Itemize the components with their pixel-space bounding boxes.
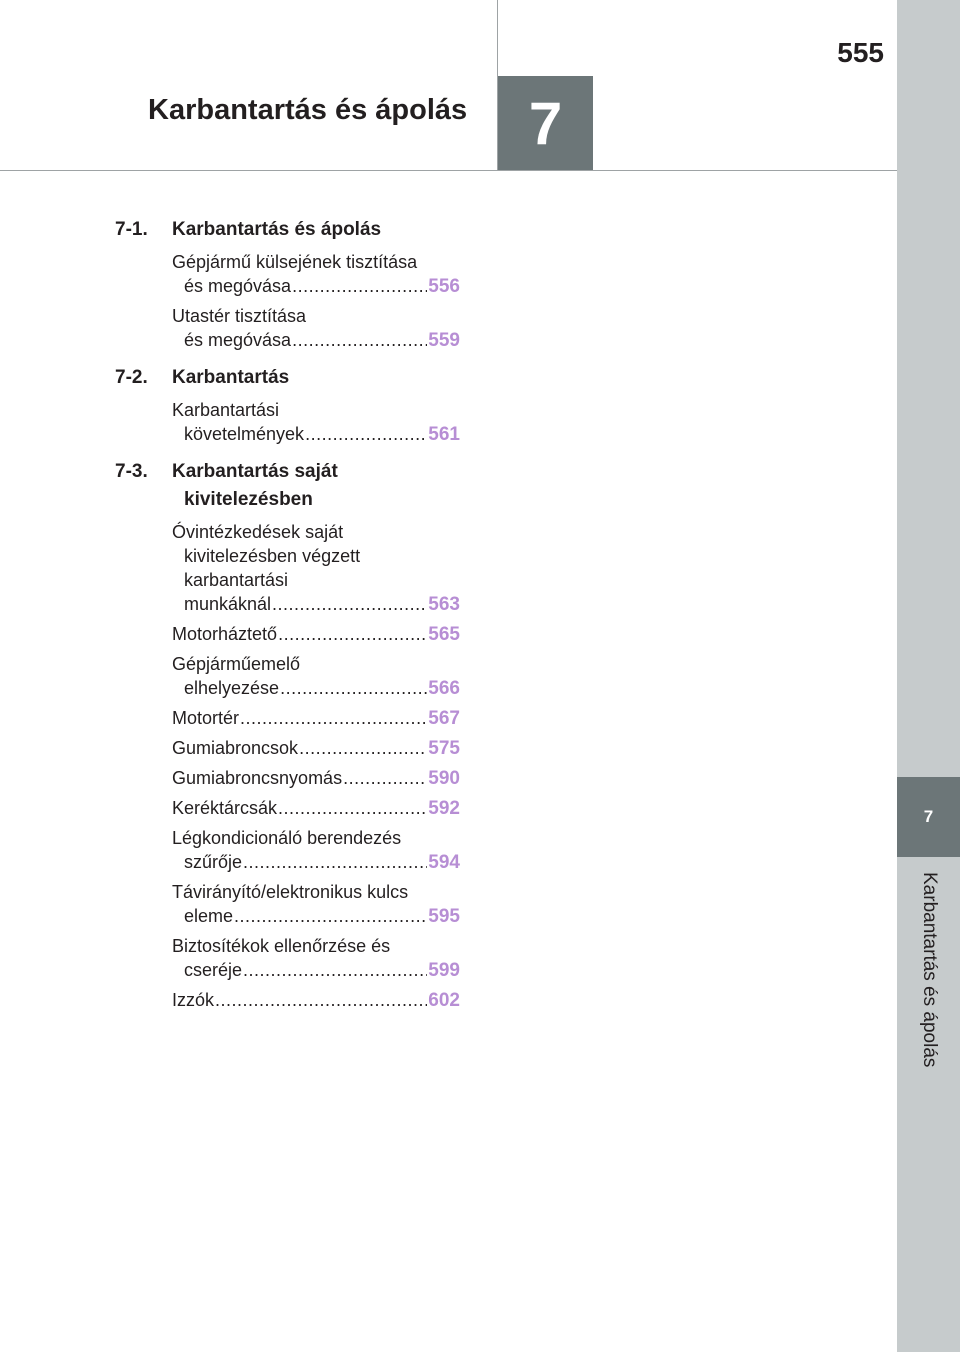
toc-entry-last-line [172, 274, 460, 299]
toc-section-title [172, 216, 475, 244]
toc-entry-last-line [172, 850, 460, 875]
chapter-title: Karbantartás és ápolás [148, 94, 468, 126]
toc-entry[interactable] [172, 736, 460, 761]
toc-section-heading [115, 364, 475, 392]
toc-entry-text: eleme [184, 906, 234, 926]
toc-entry-last-line [172, 766, 460, 791]
toc-page-link[interactable]: 559 [428, 330, 460, 351]
toc-dot-leader [278, 622, 427, 646]
toc-entry-last-line [172, 904, 460, 929]
toc-dot-leader [292, 328, 427, 352]
toc-entry-last-line [172, 958, 460, 983]
toc-page-link[interactable]: 599 [428, 960, 460, 981]
toc-entry-line: Légkondicionáló berendezés [172, 828, 402, 848]
toc-entry-last-line [172, 988, 460, 1013]
table-of-contents [115, 216, 475, 1018]
toc-page-link[interactable]: 595 [428, 906, 460, 927]
chapter-number-box [498, 76, 593, 170]
page-number: 555 [837, 37, 884, 68]
toc-entry-line: Óvintézkedések saját [172, 522, 344, 542]
toc-entry-last-line [172, 622, 460, 647]
toc-entry[interactable] [172, 880, 460, 929]
toc-entry-text: Motortér [172, 708, 240, 728]
toc-page-link[interactable]: 565 [428, 624, 460, 645]
toc-dot-leader [243, 958, 427, 982]
toc-section-number: 7-2. [115, 367, 148, 388]
toc-entry-text: és megóvása [184, 276, 292, 296]
toc-entry-text: Gumiabroncsnyomás [172, 768, 343, 788]
toc-entry-line: kivitelezésben végzett [184, 546, 361, 566]
toc-dot-leader [272, 592, 427, 616]
toc-entry-line: Karbantartási [172, 400, 280, 420]
side-vertical-title: Karbantartás és ápolás [919, 872, 940, 1068]
toc-page-link[interactable]: 556 [428, 276, 460, 297]
toc-entry-last-line [172, 676, 460, 701]
toc-entry-last-line [172, 736, 460, 761]
toc-entry-line: Utastér tisztítása [172, 306, 307, 326]
toc-section-title-line: Karbantartás [172, 367, 290, 388]
toc-entry-text: Keréktárcsák [172, 798, 278, 818]
side-tab-number: 7 [923, 807, 934, 826]
toc-entry[interactable] [172, 304, 460, 353]
toc-page-link[interactable]: 575 [428, 738, 460, 759]
toc-section-title [172, 364, 475, 392]
toc-entry[interactable] [172, 706, 460, 731]
toc-entry-text: Gumiabroncsok [172, 738, 299, 758]
toc-entry-text: Motorháztető [172, 624, 278, 644]
toc-section-title-line: Karbantartás saját [172, 461, 338, 482]
toc-page-link[interactable]: 590 [428, 768, 460, 789]
toc-entry[interactable] [172, 988, 460, 1013]
toc-section-title-line: Karbantartás és ápolás [172, 219, 382, 240]
toc-section-number: 7-1. [115, 219, 148, 240]
toc-dot-leader [234, 904, 427, 928]
header-horizontal-rule [0, 170, 897, 171]
toc-entry-line: karbantartási [184, 570, 289, 590]
toc-entry-last-line [172, 796, 460, 821]
toc-page-link[interactable]: 602 [428, 990, 460, 1011]
toc-entry-text: cseréje [184, 960, 243, 980]
toc-entry-line: Gépjármű külsejének tisztítása [172, 252, 418, 272]
toc-page-link[interactable]: 567 [428, 708, 460, 729]
toc-entry-line: Biztosítékok ellenőrzése és [172, 936, 391, 956]
toc-section-title [172, 458, 475, 514]
toc-page-link[interactable]: 592 [428, 798, 460, 819]
toc-entry-text: követelmények [184, 424, 305, 444]
toc-entry-text: Izzók [172, 990, 215, 1010]
toc-entry[interactable] [172, 652, 460, 701]
side-thumb-strip [897, 0, 960, 1352]
toc-section-heading [115, 458, 475, 514]
toc-entry[interactable] [172, 622, 460, 647]
toc-dot-leader [215, 988, 427, 1012]
toc-section-title-line: kivitelezésben [184, 489, 313, 510]
toc-dot-leader [292, 274, 427, 298]
toc-page-link[interactable]: 594 [428, 852, 460, 873]
toc-dot-leader [240, 706, 427, 730]
toc-entry[interactable] [172, 796, 460, 821]
toc-entry[interactable] [172, 520, 460, 617]
toc-dot-leader [280, 676, 427, 700]
toc-entry[interactable] [172, 826, 460, 875]
toc-entry-text: elhelyezése [184, 678, 280, 698]
toc-page-link[interactable]: 566 [428, 678, 460, 699]
toc-entry-text: és megóvása [184, 330, 292, 350]
toc-entry[interactable] [172, 250, 460, 299]
toc-entry-last-line [172, 706, 460, 731]
toc-entry-last-line [172, 328, 460, 353]
toc-entry-last-line [172, 422, 460, 447]
toc-section-heading [115, 216, 475, 244]
toc-dot-leader [278, 796, 427, 820]
toc-page-link[interactable]: 563 [428, 594, 460, 615]
toc-entry-line: Gépjárműemelő [172, 654, 301, 674]
toc-section-number: 7-3. [115, 461, 148, 482]
side-chapter-tab[interactable] [897, 777, 960, 857]
toc-entry[interactable] [172, 934, 460, 983]
toc-entry-text: szűrője [184, 852, 243, 872]
toc-page-link[interactable]: 561 [428, 424, 460, 445]
toc-dot-leader [299, 736, 427, 760]
chapter-number: 7 [528, 89, 563, 157]
toc-entry-line: Távirányító/elektronikus kulcs [172, 882, 409, 902]
toc-entry-last-line [172, 592, 460, 617]
toc-dot-leader [305, 422, 427, 446]
toc-entry[interactable] [172, 766, 460, 791]
toc-dot-leader [343, 766, 427, 790]
toc-entry-text: munkáknál [184, 594, 272, 614]
toc-dot-leader [243, 850, 427, 874]
toc-entry[interactable] [172, 398, 460, 447]
